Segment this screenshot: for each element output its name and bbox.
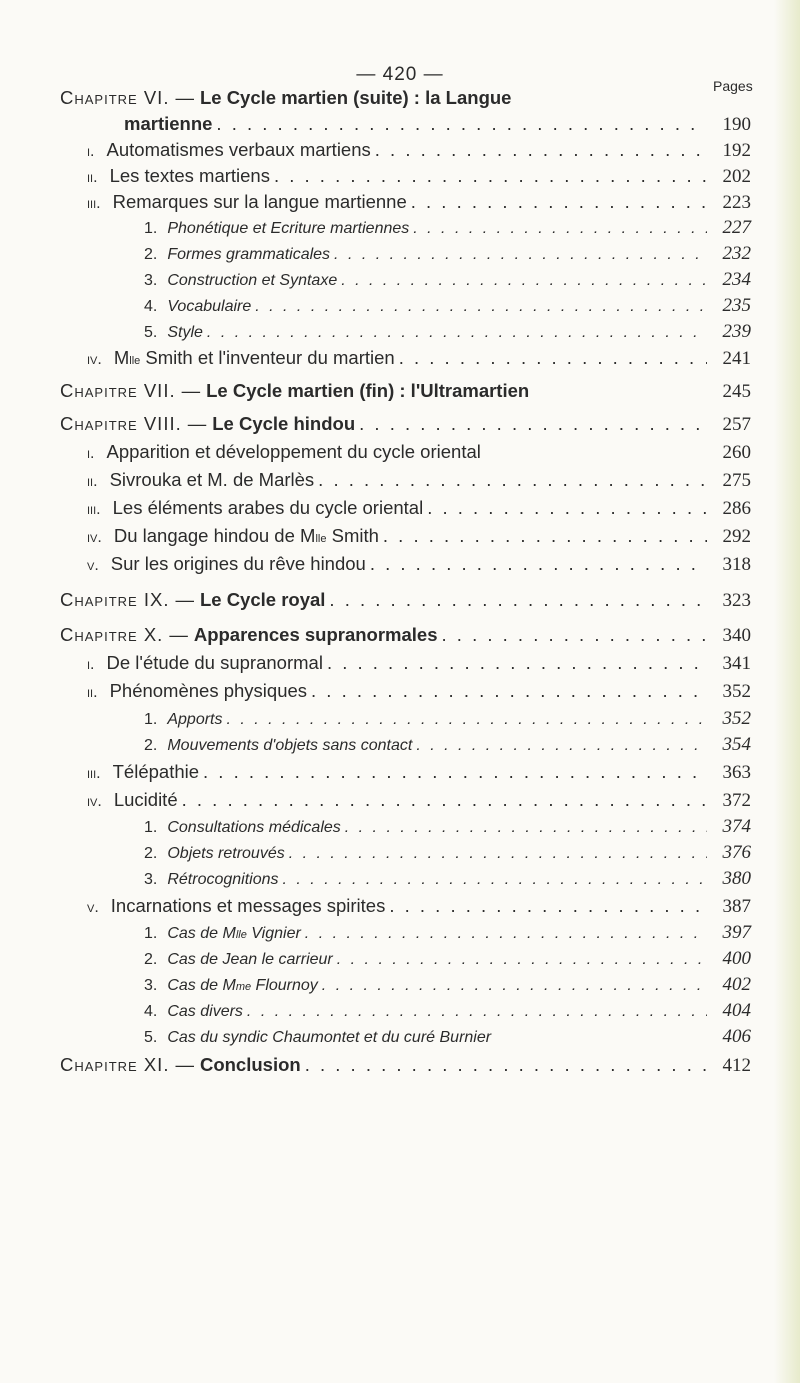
page-ref: 397 xyxy=(722,922,751,943)
dot-leader xyxy=(226,708,707,732)
dot-leader xyxy=(399,346,707,370)
page-ref: 406 xyxy=(722,1026,751,1047)
section-numeral: i. xyxy=(87,143,95,160)
subsection-title: Cas du syndic Chaumontet et du curé Burnier xyxy=(167,1029,492,1046)
section-numeral: iv. xyxy=(87,351,102,368)
section-numeral: v. xyxy=(87,899,99,916)
page-ref: 352 xyxy=(722,708,751,729)
title-prefix: M xyxy=(113,347,130,368)
toc-subsection: 1. Cas de M lle Vignier . . . 397 xyxy=(144,921,751,945)
subsection-number: 3. xyxy=(144,977,158,994)
subsection-title: Phonétique et Ecriture martiennes xyxy=(167,220,410,237)
subsection-number: 4. xyxy=(144,298,158,315)
dot-leader xyxy=(327,651,707,675)
section-title: Sur les origines du rêve hindou xyxy=(110,553,366,574)
subsection-title: Consultations médicales xyxy=(167,819,341,836)
subsection-title: Mouvements d'objets sans contact xyxy=(167,737,413,754)
toc-subsection xyxy=(144,815,751,839)
subsection-number: 1. xyxy=(144,711,158,728)
section-numeral: i. xyxy=(87,656,95,673)
dot-leader xyxy=(411,190,707,214)
chapter-label: Chapitre IX. xyxy=(60,589,170,610)
dot-leader xyxy=(345,816,707,840)
toc-chapter-6 xyxy=(60,86,751,110)
chapter-label: Chapitre XI. xyxy=(60,1054,170,1075)
subsection-title: Vocabulaire xyxy=(167,298,252,315)
subsection-title: Objets retrouvés xyxy=(167,845,285,862)
section-numeral: ii. xyxy=(87,473,98,490)
section-title: Télépathie xyxy=(112,761,200,782)
toc-subsection xyxy=(144,707,751,731)
toc-section xyxy=(87,468,751,492)
section-title: Incarnations et messages spirites xyxy=(110,895,386,916)
chapter-title-cont: martienne xyxy=(124,113,213,134)
page-ref: 239 xyxy=(722,321,751,342)
dash: — xyxy=(187,413,207,434)
page-ref: 227 xyxy=(722,217,751,238)
section-numeral: iv. xyxy=(87,529,102,546)
dot-leader xyxy=(289,842,707,866)
page-ref: 352 xyxy=(722,681,751,702)
dot-leader xyxy=(322,974,707,998)
dot-leader xyxy=(375,138,707,162)
page-ref: 341 xyxy=(722,653,751,674)
section-title: Smith xyxy=(331,525,379,546)
page-ref: 232 xyxy=(722,243,751,264)
subsection-number: 1. xyxy=(144,819,158,836)
pages-column-label: Pages xyxy=(713,78,753,94)
toc-section xyxy=(87,651,751,675)
toc-subsection xyxy=(144,320,751,344)
toc-section xyxy=(87,496,751,520)
page-ref: 292 xyxy=(722,526,751,547)
subsection-title: Cas divers xyxy=(167,1003,243,1020)
chapter-label: Chapitre VI. xyxy=(60,87,170,108)
subsection-title: Formes grammaticales xyxy=(167,246,331,263)
toc-section xyxy=(87,440,751,464)
page-ref: 241 xyxy=(722,348,751,369)
chapter-title: Le Cycle hindou xyxy=(212,413,356,434)
toc-chapter-11 xyxy=(60,1053,751,1077)
dash: — xyxy=(169,624,188,645)
page-ref: 412 xyxy=(722,1055,751,1076)
toc-section xyxy=(87,138,751,162)
title-prefix: Cas de M xyxy=(167,977,236,994)
dash: — xyxy=(181,380,201,401)
subsection-number: 1. xyxy=(144,220,158,237)
title-prefix: Du langage hindou de M xyxy=(113,525,316,546)
toc-chapter-10 xyxy=(60,623,751,647)
page-ref: 387 xyxy=(722,896,751,917)
dot-leader xyxy=(305,922,707,946)
page-ref: 235 xyxy=(722,295,751,316)
page-ref: 192 xyxy=(722,140,751,161)
toc-section xyxy=(87,679,751,703)
subsection-number: 2. xyxy=(144,845,158,862)
section-numeral: iii. xyxy=(87,765,101,782)
section-numeral: iii. xyxy=(87,501,101,518)
page-ref: 318 xyxy=(722,554,751,575)
subsection-number: 5. xyxy=(144,324,158,341)
toc-section xyxy=(87,552,751,576)
dot-leader xyxy=(182,788,707,812)
toc-subsection xyxy=(144,294,751,318)
section-numeral: v. xyxy=(87,557,99,574)
dot-leader xyxy=(318,468,707,492)
chapter-label: Chapitre VII. xyxy=(60,380,176,401)
section-title: Les textes martiens xyxy=(109,165,270,186)
dot-leader xyxy=(305,1053,707,1077)
dot-leader xyxy=(341,269,707,293)
chapter-label: Chapitre X. xyxy=(60,624,164,645)
section-title: Lucidité xyxy=(113,789,178,810)
toc-section xyxy=(87,164,751,188)
dash: — xyxy=(175,87,194,108)
page-edge-stain xyxy=(774,0,800,1383)
dot-leader xyxy=(442,623,707,647)
page-ref: 374 xyxy=(722,816,751,837)
page-ref: 404 xyxy=(722,1000,751,1021)
section-title: Remarques sur la langue martienne xyxy=(112,191,407,212)
dot-leader xyxy=(247,1000,707,1024)
dot-leader xyxy=(337,948,707,972)
dash: — xyxy=(175,1054,194,1075)
page-ref: 234 xyxy=(722,269,751,290)
subsection-title: Style xyxy=(167,324,203,341)
page-ref: 400 xyxy=(722,948,751,969)
subsection-number: 2. xyxy=(144,246,158,263)
section-title: Automatismes verbaux martiens xyxy=(106,139,371,160)
section-numeral: ii. xyxy=(87,684,98,701)
subsection-number: 4. xyxy=(144,1003,158,1020)
dot-leader xyxy=(383,524,707,548)
toc-subsection xyxy=(144,947,751,971)
subsection-number: 2. xyxy=(144,951,158,968)
page-ref: 380 xyxy=(722,868,751,889)
dot-leader xyxy=(389,894,707,918)
subsection-number: 3. xyxy=(144,272,158,289)
page-ref: 190 xyxy=(722,114,751,135)
page-ref: 260 xyxy=(722,442,751,463)
toc-subsection xyxy=(144,216,751,240)
toc-subsection xyxy=(144,841,751,865)
section-title: Phénomènes physiques xyxy=(109,680,308,701)
toc-section xyxy=(87,760,751,784)
toc-chapter-6-cont xyxy=(124,112,751,136)
page-ref: 340 xyxy=(722,625,751,646)
chapter-title: Conclusion xyxy=(199,1054,301,1075)
toc-subsection: 3. Cas de M me Flournoy . . . 402 xyxy=(144,973,751,997)
page-ref: 354 xyxy=(722,734,751,755)
dot-leader xyxy=(413,217,707,241)
dot-leader xyxy=(274,164,707,188)
page-ref: 275 xyxy=(722,470,751,491)
page-ref: 402 xyxy=(722,974,751,995)
chapter-title: Le Cycle martien (suite) : la Langue xyxy=(199,87,512,108)
subsection-title: Rétrocognitions xyxy=(167,871,279,888)
page-ref: 245 xyxy=(722,381,751,402)
page-ref: 323 xyxy=(722,590,751,611)
dash: — xyxy=(175,589,194,610)
page-number: — 420 — xyxy=(356,64,444,85)
dot-leader xyxy=(311,679,707,703)
toc-section: iv. Du langage hindou de M lle Smith . . . 292 xyxy=(87,524,751,548)
chapter-title: Le Cycle royal xyxy=(199,589,326,610)
page-ref: 363 xyxy=(722,762,751,783)
section-title: Les éléments arabes du cycle oriental xyxy=(112,497,424,518)
toc-chapter-9 xyxy=(60,588,751,612)
toc-subsection xyxy=(144,999,751,1023)
dot-leader xyxy=(255,295,707,319)
chapter-title: Le Cycle martien (fin) : l'Ultramartien xyxy=(206,380,530,401)
section-numeral: i. xyxy=(87,445,95,462)
dot-leader xyxy=(334,243,707,267)
page-ref: 376 xyxy=(722,842,751,863)
page-ref: 257 xyxy=(722,414,751,435)
subsection-number: 1. xyxy=(144,925,158,942)
dot-leader xyxy=(416,734,707,758)
section-title: Apparition et développement du cycle oriental xyxy=(106,441,481,462)
section-title: Smith et l'inventeur du martien xyxy=(145,347,395,368)
toc-subsection xyxy=(144,867,751,891)
subsection-number: 5. xyxy=(144,1029,158,1046)
section-title: De l'étude du supranormal xyxy=(106,652,323,673)
page-ref: 372 xyxy=(722,790,751,811)
dot-leader xyxy=(427,496,707,520)
page-ref: 202 xyxy=(722,166,751,187)
toc-subsection xyxy=(144,733,751,757)
dot-leader xyxy=(370,552,707,576)
toc-section xyxy=(87,190,751,214)
toc-section xyxy=(87,788,751,812)
toc-chapter-8 xyxy=(60,412,751,436)
page-ref: 286 xyxy=(722,498,751,519)
section-numeral: ii. xyxy=(87,169,98,186)
section-numeral: iii. xyxy=(87,195,101,212)
subsection-number: 2. xyxy=(144,737,158,754)
section-title: Sivrouka et M. de Marlès xyxy=(109,469,315,490)
chapter-label: Chapitre VIII. xyxy=(60,413,182,434)
dot-leader xyxy=(207,321,707,345)
toc-subsection xyxy=(144,1025,751,1049)
toc-chapter-7 xyxy=(60,379,751,403)
subsection-title: Cas de Jean le carrieur xyxy=(167,951,333,968)
dot-leader xyxy=(216,112,707,136)
dot-leader xyxy=(329,588,707,612)
subsection-title: Construction et Syntaxe xyxy=(167,272,338,289)
dot-leader xyxy=(283,868,707,892)
toc-section xyxy=(87,894,751,918)
toc-subsection xyxy=(144,242,751,266)
section-numeral: iv. xyxy=(87,793,102,810)
subsection-number: 3. xyxy=(144,871,158,888)
toc-subsection xyxy=(144,268,751,292)
subsection-title: Flournoy xyxy=(255,977,318,994)
title-prefix: Cas de M xyxy=(167,925,236,942)
toc-section: iv. M lle Smith et l'inventeur du martien . . . 241 xyxy=(87,346,751,370)
page-ref: 223 xyxy=(722,192,751,213)
dot-leader xyxy=(359,412,707,436)
subsection-title: Vignier xyxy=(251,925,301,942)
chapter-title: Apparences supranormales xyxy=(193,624,438,645)
subsection-title: Apports xyxy=(167,711,223,728)
dot-leader xyxy=(203,760,707,784)
